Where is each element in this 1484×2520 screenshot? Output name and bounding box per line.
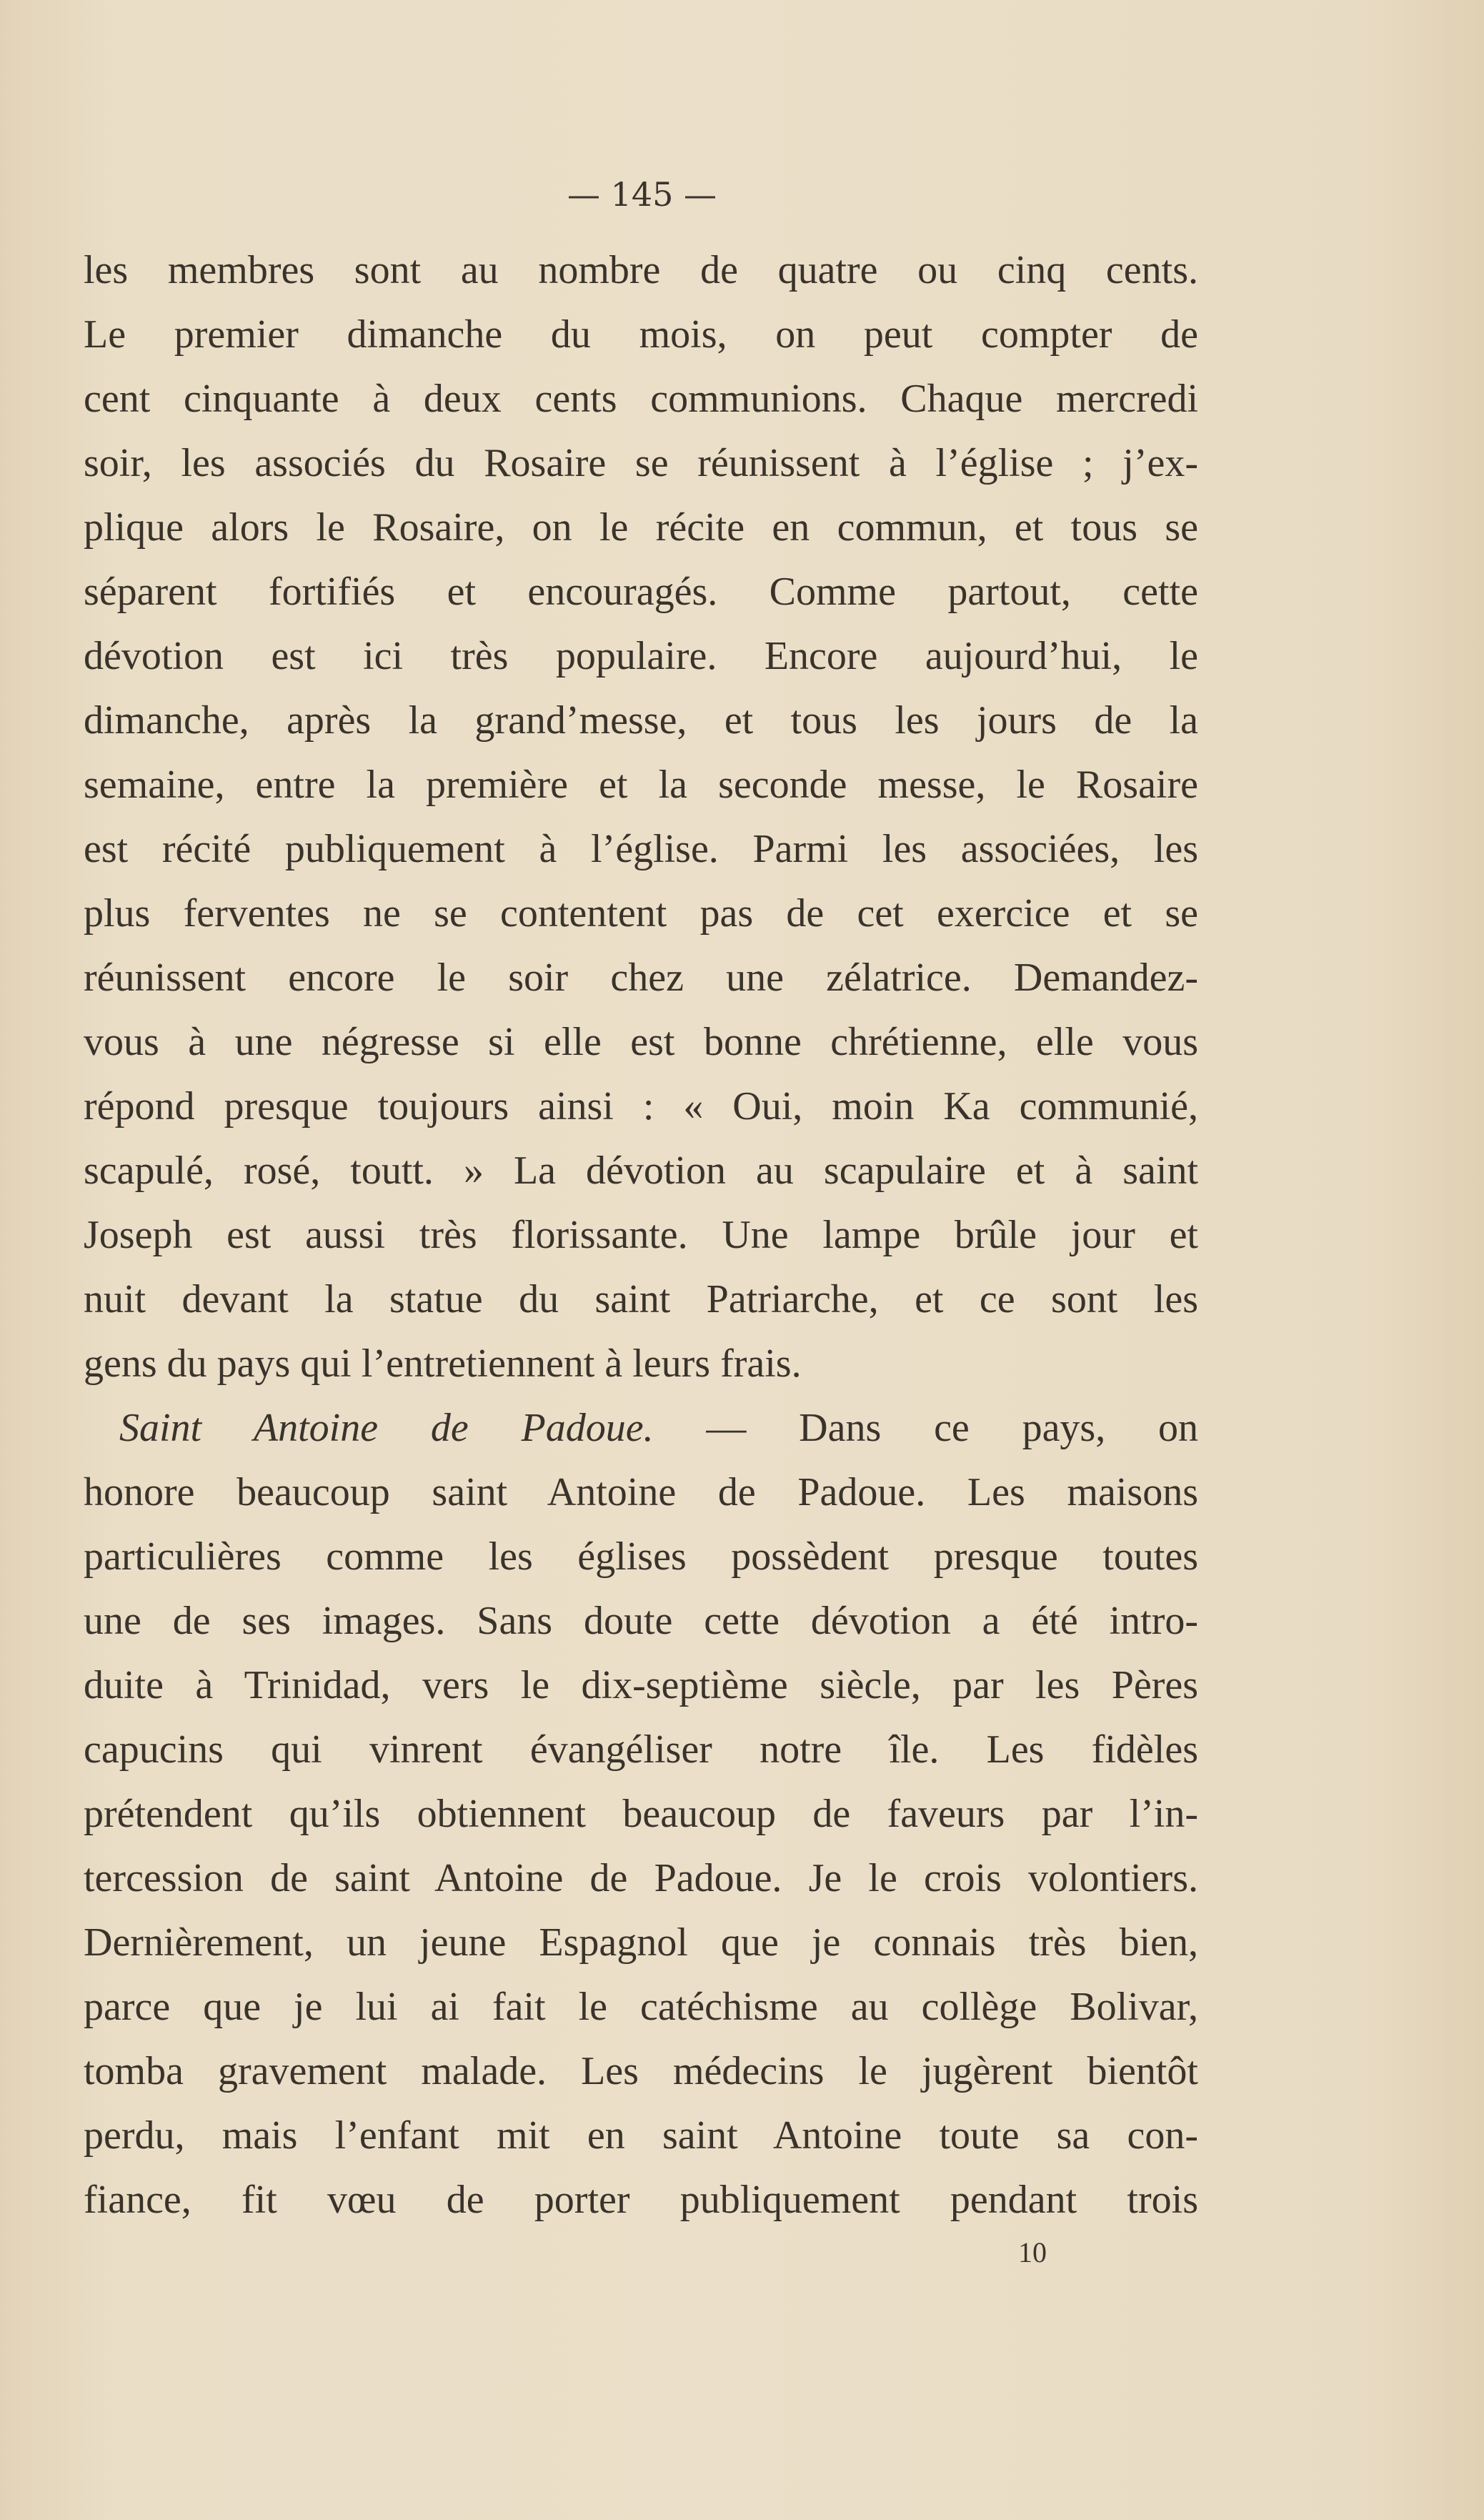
text-line: tercession de saint Antoine de Padoue. Je le crois volontiers.: [84, 1856, 1198, 1900]
text-line: fiance, fit vœu de porter publiquement pendant trois: [84, 2178, 1198, 2222]
text-line: capucins qui vinrent évangéliser notre île. Les fidèles: [84, 1727, 1198, 1772]
text-line: duite à Trinidad, vers le dix-septième siècle, par les Pères: [84, 1663, 1198, 1707]
text-line: plus ferventes ne se contentent pas de cet exercice et se: [84, 891, 1198, 936]
text-line: les membres sont au nombre de quatre ou cinq cents.: [84, 248, 1198, 292]
section-heading: Saint Antoine de Padoue.: [119, 1406, 654, 1450]
text-line: Joseph est aussi très florissante. Une lampe brûle jour et: [84, 1213, 1198, 1257]
text-line: vous à une négresse si elle est bonne chrétienne, elle vous: [84, 1020, 1198, 1064]
text-line: semaine, entre la première et la seconde messe, le Rosaire: [84, 763, 1198, 807]
text-line: dévotion est ici très populaire. Encore aujourd’hui, le: [84, 634, 1198, 678]
paragraph-rosaire: [84, 238, 1198, 1396]
paragraph-saint-antoine: [84, 1460, 1198, 2232]
text-line: tomba gravement malade. Les médecins le jugèrent bientôt: [84, 2049, 1198, 2093]
text-line: réunissent encore le soir chez une zélatrice. Demandez-: [84, 956, 1198, 1000]
section-first-line: [84, 1396, 1198, 1460]
text-line: dimanche, après la grand’messe, et tous les jours de la: [84, 698, 1198, 743]
text-line: soir, les associés du Rosaire se réunissent à l’église ; j’ex-: [84, 441, 1198, 485]
text-line: particulières comme les églises possèdent presque toutes: [84, 1534, 1198, 1579]
text-line: perdu, mais l’enfant mit en saint Antoine toute sa con-: [84, 2113, 1198, 2158]
text-line: scapulé, rosé, toutt. » La dévotion au scapulaire et à saint: [84, 1149, 1198, 1193]
text-line: Dernièrement, un jeune Espagnol que je connais très bien,: [84, 1920, 1198, 1965]
text-line: nuit devant la statue du saint Patriarche, et ce sont les: [84, 1277, 1198, 1321]
text-line: une de ses images. Sans doute cette dévotion a été intro-: [84, 1599, 1198, 1643]
text-line: séparent fortifiés et encouragés. Comme partout, cette: [84, 570, 1198, 614]
text-line: Le premier dimanche du mois, on peut compter de: [84, 312, 1198, 357]
text-line: plique alors le Rosaire, on le récite en commun, et tous se: [84, 505, 1198, 550]
text-line: cent cinquante à deux cents communions. Chaque mercredi: [84, 377, 1198, 421]
page-body: [84, 238, 1198, 2232]
section-first-line-text: — Dans ce pays, on: [706, 1406, 1199, 1450]
text-line: honore beaucoup saint Antoine de Padoue. Les maisons: [84, 1470, 1198, 1514]
text-line: est récité publiquement à l’église. Parmi les associées, les: [84, 827, 1198, 871]
text-line: parce que je lui ai fait le catéchisme au collège Bolivar,: [84, 1985, 1198, 2029]
text-line: répond presque toujours ainsi : « Oui, moin Ka communié,: [84, 1084, 1198, 1128]
text-line: gens du pays qui l’entretiennent à leurs frais.: [84, 1341, 802, 1386]
page-number: — 145 —: [567, 175, 717, 214]
text-line: prétendent qu’ils obtiennent beaucoup de faveurs par l’in-: [84, 1792, 1198, 1836]
signature-mark: 10: [1018, 2236, 1047, 2268]
